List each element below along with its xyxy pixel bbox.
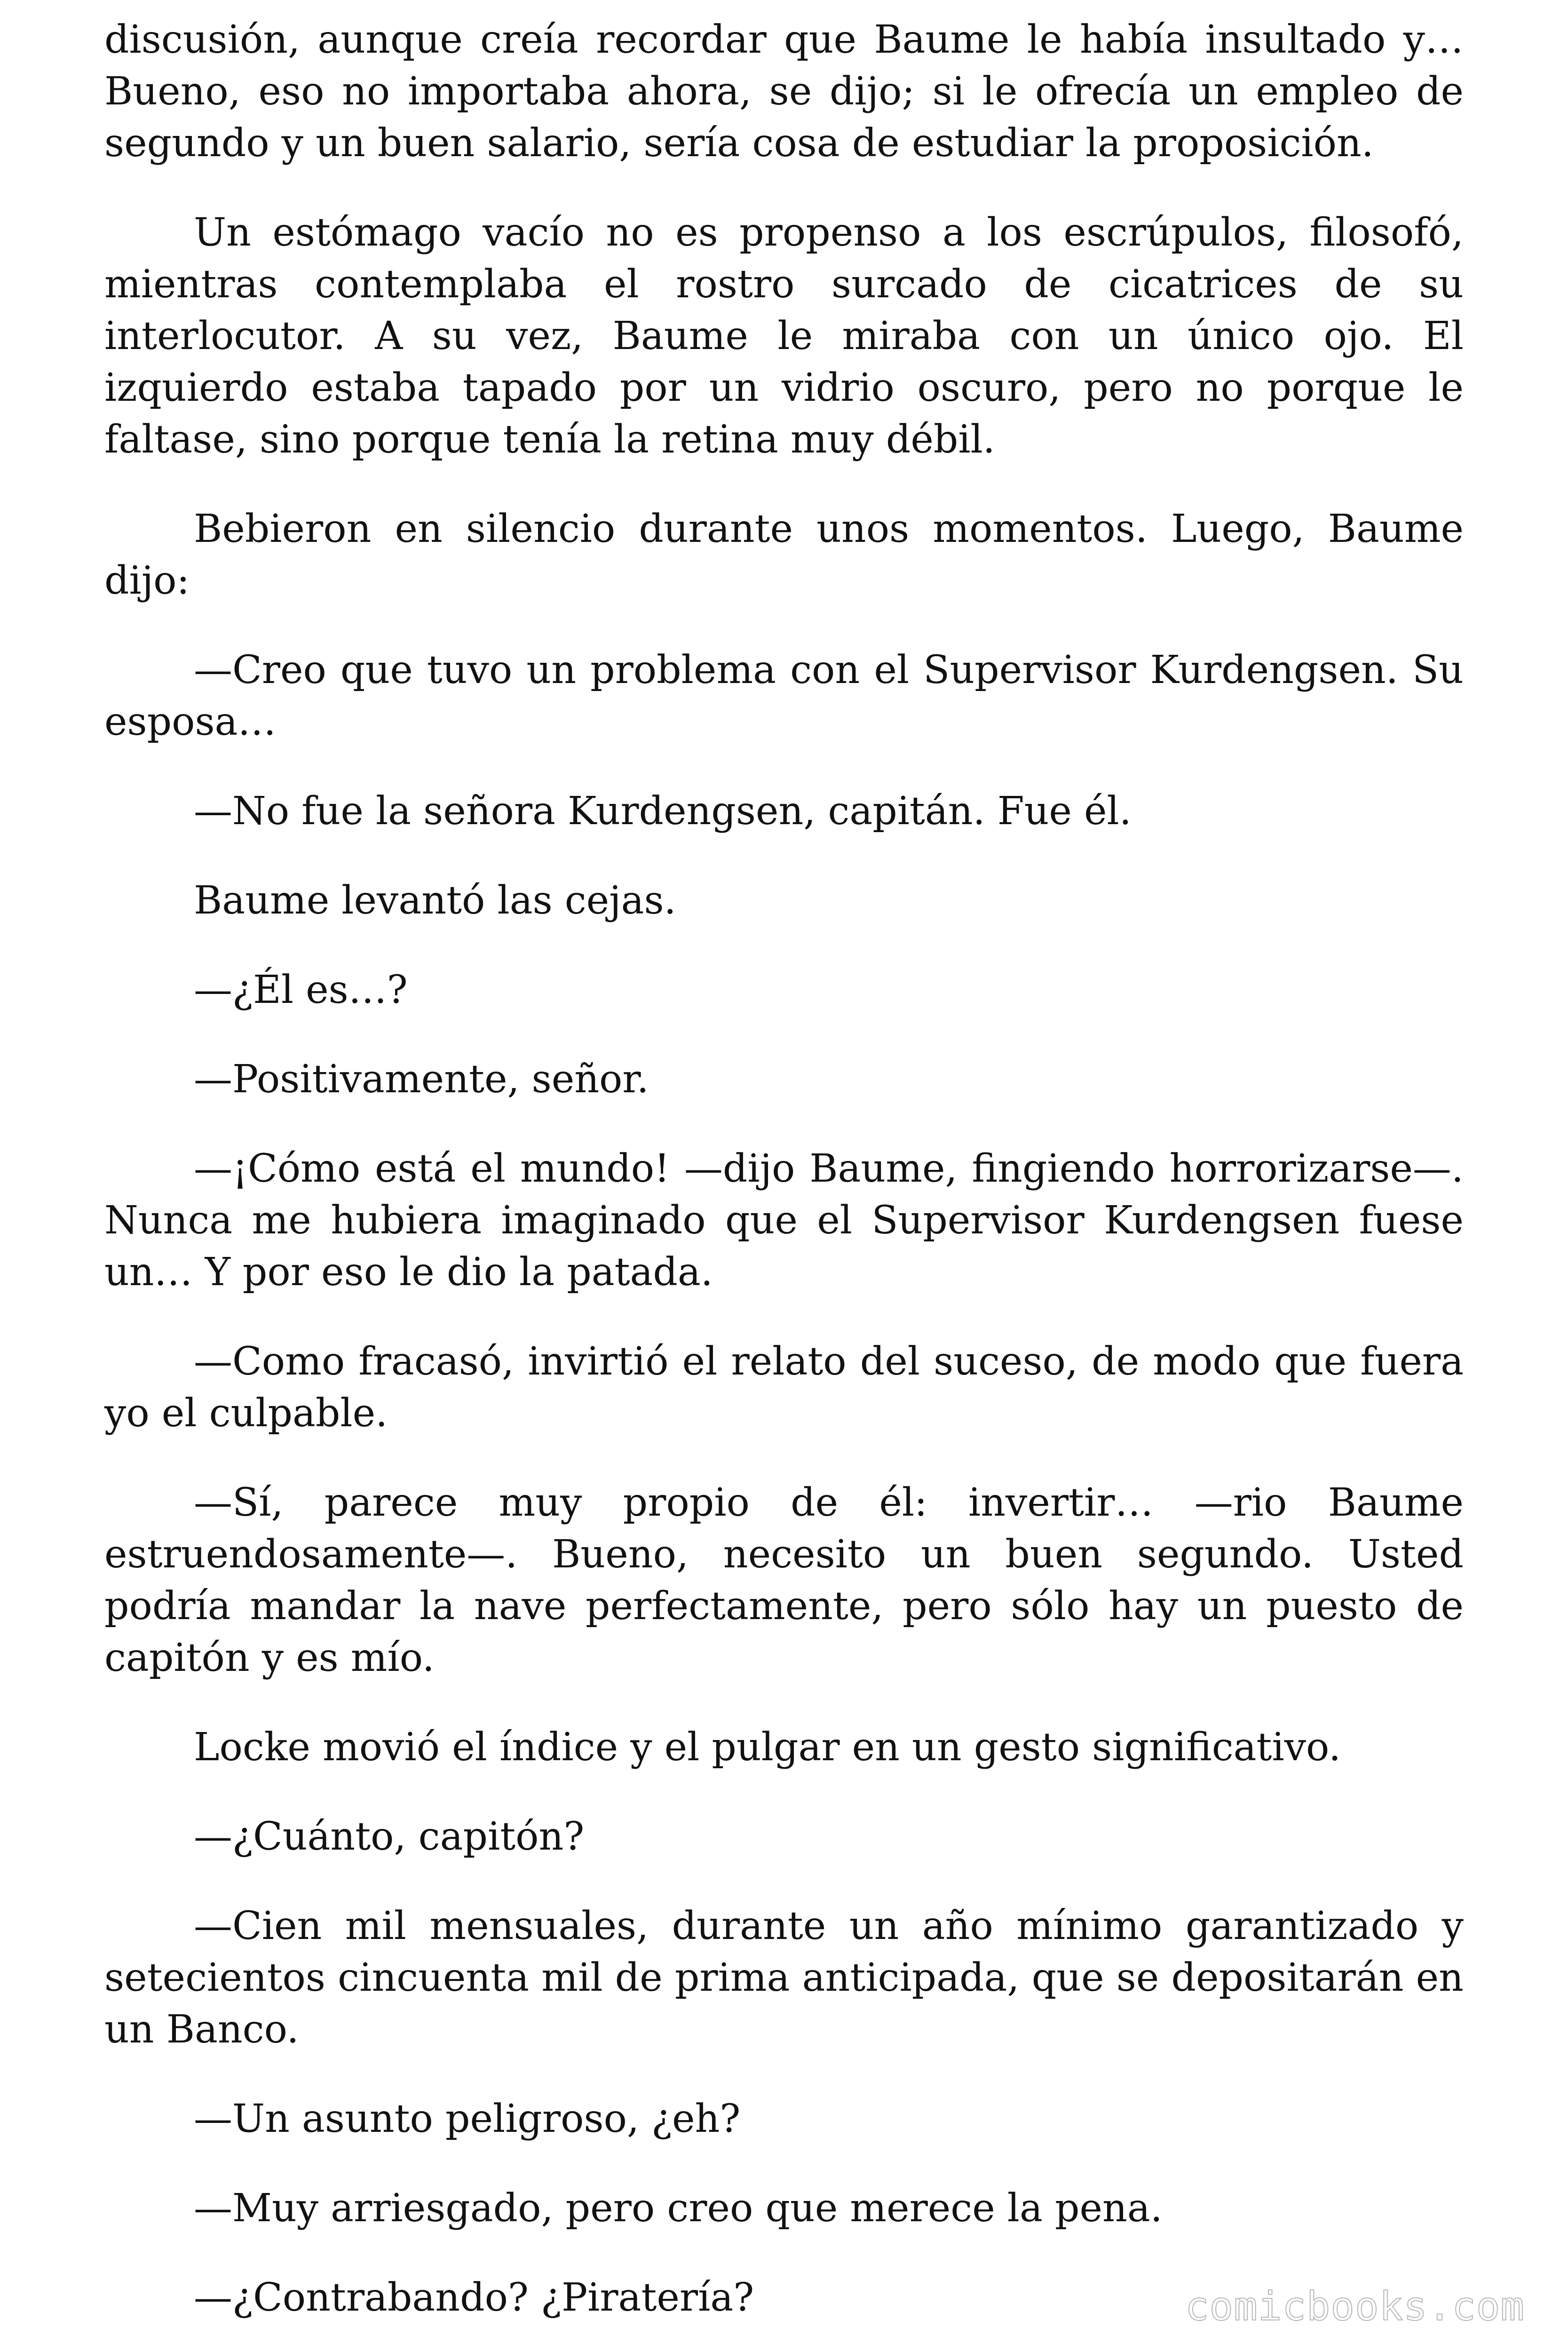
dialogue-line: —¿Contrabando? ¿Piratería? — [194, 2275, 754, 2320]
paragraph-continuation: discusión, aunque creía recordar que Baume le había insultado y… Bueno, eso no importaba ahora, se dijo; si le ofrecía un empleo de segundo y un buen salario, sería cosa de estudiar la proposición. — [104, 17, 1464, 166]
paragraph: Bebieron en silencio durante unos momentos. Luego, Baume dijo: — [104, 507, 1464, 603]
dialogue-line: —Muy arriesgado, pero creo que merece la pena. — [194, 2186, 1163, 2231]
dialogue-line: —¿Él es…? — [194, 968, 408, 1012]
dialogue-line: —Creo que tuvo un problema con el Supervisor Kurdengsen. Su esposa… — [104, 648, 1464, 744]
dialogue-line: —Cien mil mensuales, durante un año mínimo garantizado y setecientos cincuenta mil de prima anticipada, que se depositarán en un Banco. — [104, 1904, 1464, 2052]
paragraph: Un estómago vacío no es propenso a los escrúpulos, filosofó, mientras contemplaba el rostro surcado de cicatrices de su interlocutor. A su vez, Baume le miraba con un único ojo. El izquierdo estaba tapado por un vidrio oscuro, pero no porque le faltase, sino porque tenía la retina muy débil. — [104, 210, 1464, 462]
dialogue-line: —No fue la señora Kurdengsen, capitán. Fue él. — [194, 789, 1132, 834]
dialogue-line: —Como fracasó, invirtió el relato del suceso, de modo que fuera yo el culpable. — [104, 1339, 1464, 1436]
dialogue-line: —¿Cuánto, capitón? — [194, 1814, 585, 1859]
dialogue-line: —Un asunto peligroso, ¿eh? — [194, 2097, 741, 2141]
dialogue-line: —Sí, parece muy propio de él: invertir… —rio Baume estruendosamente—. Bueno, necesito un buen segundo. Usted podría mandar la nave perfectamente, pero sólo hay un puesto de capitón y es mío. — [104, 1480, 1464, 1680]
paragraph: Baume levantó las cejas. — [194, 878, 676, 923]
paragraph: Locke movió el índice y el pulgar en un gesto significativo. — [194, 1725, 1341, 1770]
dialogue-line: —¡Cómo está el mundo! —dijo Baume, fingiendo horrorizarse—. Nunca me hubiera imaginado que el Supervisor Kurdengsen fuese un… Y por eso le dio la patada. — [104, 1146, 1464, 1295]
text-block — [104, 14, 1464, 2352]
dialogue-line: —Positivamente, señor. — [194, 1057, 649, 1102]
book-page — [104, 0, 1464, 2352]
watermark: comicbooks.com — [1185, 2283, 1525, 2329]
